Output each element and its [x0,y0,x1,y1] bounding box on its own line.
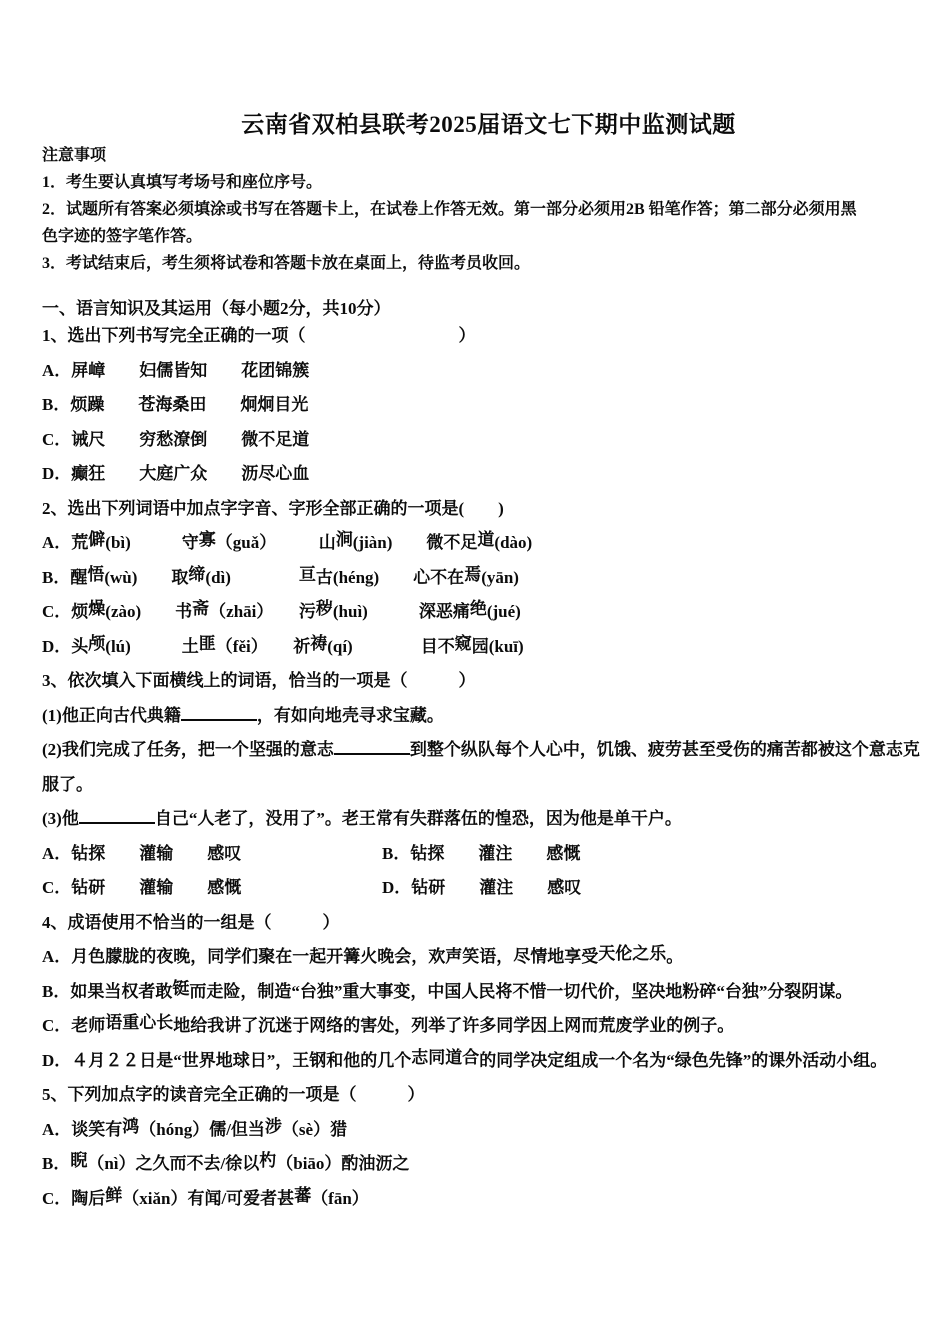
emphasized-char: 蕃 [294,1185,312,1205]
blank-underline [181,719,257,721]
q1-option-b: B．烦躁 苍海桑田 炯炯目光 [42,395,309,414]
q3-options-row-2-left: C．钻研 灌输 感慨 [42,878,242,897]
emphasized-char: 秽 [315,599,333,618]
emphasized-char: 道 [477,530,495,549]
q1-option-a: A．屏嶂 妇儒皆知 花团锦簇 [42,360,310,380]
emphasized-char: 匪 [198,633,216,653]
q1-stem: 1、选出下列书写完全正确的一项（ ） [42,326,476,345]
q3-options-row-1-left: A．钻探 灌输 感叹 [42,843,242,863]
q4-option-b: B．如果当权者敢铤而走险，制造“台独”重大事变，中国人民将不惜一切代价，坚决地粉碎“台独”分裂阴谋。 [42,978,853,1001]
q5-option-b: B．睨（nì）之久而不去/徐以杓（biāo）酌油沥之 [42,1151,410,1173]
q2-option-a: A．荒僻(bì) 守寡（guǎ） 山涧(jiàn) 微不足道(dào) [42,530,533,552]
q2-option-c: C．烦燥(zào) 书斋（zhāi） 污秽(huì) 深恶痛绝(jué) [42,599,521,621]
note-2: 2．试题所有答案必须填涂或书写在答题卡上，在试卷上作答无效。第一部分必须用2B 铅笔作答；第二部分必须用黑 [42,201,857,218]
emphasized-char: 悟 [87,564,105,584]
document-title: 云南省双柏县联考2025届语文七下期中监测试题 [241,112,736,137]
q4-option-d: D．４月２２日是“世界地球日”，王钢和他的几个志同道合的同学决定组成一个名为“绿色先锋”的课外活动小组。 [42,1047,888,1070]
q3-item-1: (1)他正向古代典籍 ，有如向地壳寻求宝藏。 [42,705,444,725]
emphasized-char: 斋 [192,599,210,618]
emphasized-char: 焉 [464,564,482,584]
q5-option-a: A．谈笑有鸿（hóng）儒/但当涉（sè）猎 [42,1116,348,1139]
q1-option-c: C．诫尺 穷愁潦倒 微不足道 [42,429,310,449]
q4-option-c: C．老师语重心长地给我讲了沉迷于网络的害处，列举了许多同学因上网而荒废学业的例子。 [42,1013,735,1035]
emphasized-char: 亘 [298,564,316,584]
emphasized-char: 鸿 [122,1116,140,1136]
q3-options-row-2 [42,878,935,897]
q3-item-2: (2)我们完成了任务，把一个坚强的意志 到整个纵队每个人心中，饥饿、疲劳甚至受伤的痛苦都被这个意志克 [42,740,920,759]
emphasized-char: 窥 [454,633,472,653]
emphasized-char: 杓 [259,1151,277,1170]
q5-stem: 5、下列加点字的读音完全正确的一项是（ ） [42,1085,425,1104]
q3-options-row-1 [42,844,935,863]
q3-options-row-2-right: D．钻研 灌注 感叹 [382,878,582,897]
notes-heading: 注意事项 [42,147,107,164]
q1-option-d: D．癫狂 大庭广众 沥尽心血 [42,464,310,483]
q3-options-row-1-right: B．钻探 灌注 感慨 [382,843,581,863]
emphasized-char: 睨 [70,1151,88,1170]
q2-option-b: B．醒悟(wù) 取缔(dì) 亘古(héng) 心不在焉(yān) [42,564,519,587]
q2-option-d: D．头颅(lú) 土匪（fěi） 祈祷(qí) 目不窥园(kuī) [42,633,524,656]
q4-option-a: A．月色朦胧的夜晚，同学们聚在一起开篝火晚会，欢声笑语，尽情地享受天伦之乐。 [42,944,684,966]
emphasized-char: 涉 [264,1116,282,1136]
note-1: 1．考生要认真填写考场号和座位序号。 [42,174,323,191]
blank-underline [79,822,155,824]
q2-stem: 2、选出下列词语中加点字字音、字形全部正确的一项是( ) [42,498,504,518]
emphasized-char: 涧 [335,530,353,549]
emphasized-char: 天伦之乐 [598,944,667,963]
emphasized-char: 志同道合 [411,1047,480,1067]
emphasized-char: 绝 [469,599,487,618]
document-lines [42,146,935,1208]
note-3: 3．考试结束后，考生须将试卷和答题卡放在桌面上，待监考员收回。 [42,255,531,272]
emphasized-char: 僻 [88,530,106,549]
emphasized-char: 祷 [310,633,328,653]
q3-stem: 3、依次填入下面横线上的词语，恰当的一项是（ ） [42,671,476,690]
emphasized-char: 燥 [88,599,106,618]
q3-item-2-cont: 服了。 [42,774,93,794]
q3-item-3: (3)他 自己“人老了，没用了”。老王常有失群落伍的惶恐，因为他是单干户。 [42,809,682,828]
note-2-cont: 色字迹的签字笔作答。 [42,228,203,245]
emphasized-char: 鲜 [105,1185,123,1205]
blank-underline [334,753,410,755]
section-1-heading: 一、语言知识及其运用（每小题2分，共10分） [42,299,391,318]
q5-option-c: C．陶后鲜（xiǎn）有闻/可爱者甚蕃（fān） [42,1185,369,1208]
emphasized-char: 铤 [172,978,190,998]
emphasized-char: 语重心长 [105,1013,174,1032]
emphasized-char: 颅 [88,633,106,653]
emphasized-char: 缔 [188,564,206,584]
q4-stem: 4、成语使用不恰当的一组是（ ） [42,912,340,932]
emphasized-char: 寡 [198,530,216,549]
